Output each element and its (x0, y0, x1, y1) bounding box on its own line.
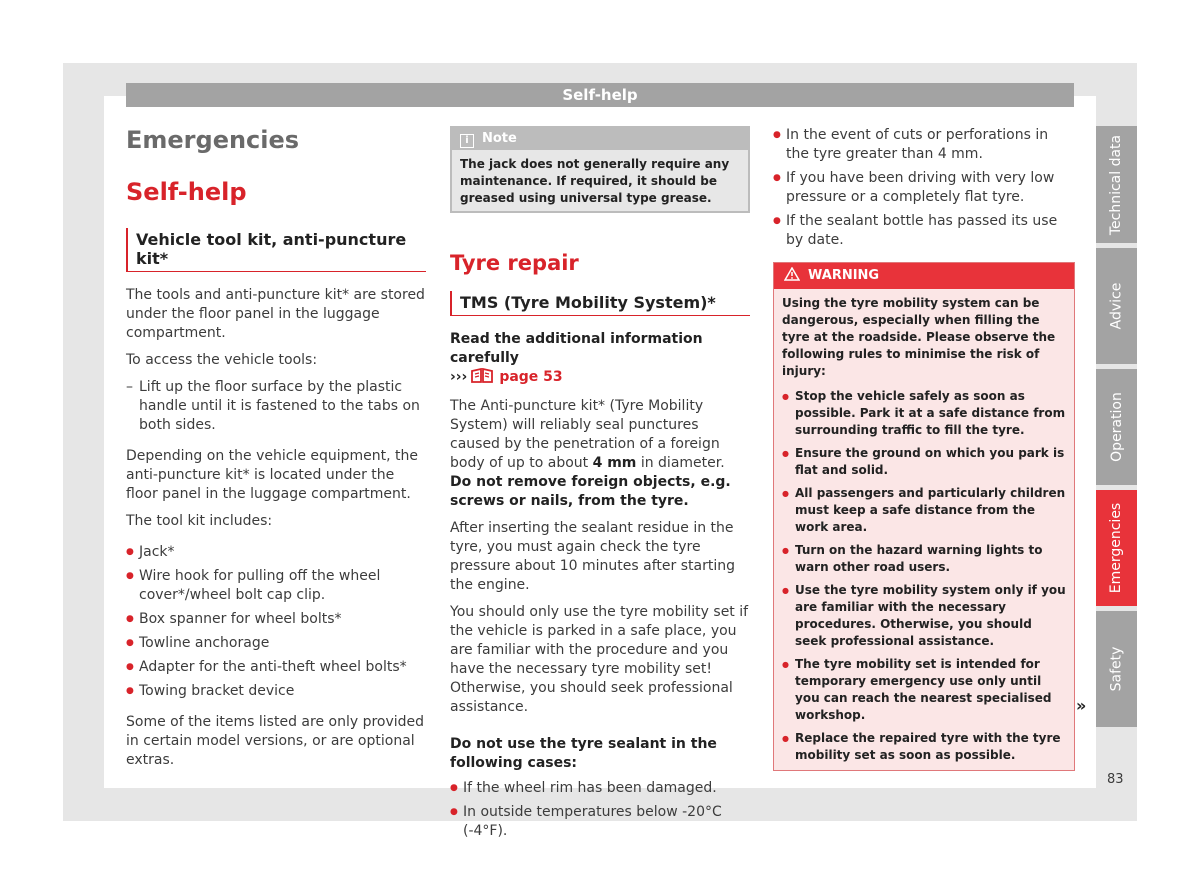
paragraph: The tools and anti-puncture kit* are stored under the floor panel in the luggage compartment. (126, 287, 425, 341)
text-run: The Anti-puncture kit* (Tyre Mobility System) will reliably seal punctures caused by the penetration of a foreign body of up to about (450, 398, 720, 471)
note-header (452, 128, 748, 150)
list-item: ● In the event of cuts or perforations in the tyre greater than 4 mm. (773, 126, 1075, 164)
list-item: ● Box spanner for wheel bolts* (126, 610, 426, 629)
paragraph: After inserting the sealant residue in the tyre, you must again check the tyre pressure about 10 minutes after starting the engine. (450, 520, 735, 593)
side-tab-label: Emergencies (1108, 502, 1125, 594)
side-tab-label: Safety (1108, 646, 1125, 692)
page-number: 83 (1107, 772, 1124, 787)
list-item: ● Adapter for the anti-theft wheel bolts* (126, 658, 426, 677)
paragraph: To access the vehicle tools: (126, 352, 318, 368)
warning-list (782, 388, 1066, 764)
warning-intro: Using the tyre mobility system can be dangerous, especially when filling the tyre at the roadside. Please observe the following rules to minimise the risk of injury: (782, 296, 1056, 378)
subsection-heading: Vehicle tool kit, anti-puncture kit* (126, 228, 426, 272)
column-middle (450, 126, 750, 849)
side-tab-label: Technical data (1108, 134, 1125, 235)
warning-body (774, 289, 1074, 770)
side-tab-advice[interactable] (1096, 248, 1137, 364)
warning-item: ● The tyre mobility set is intended for temporary emergency use only until you can reach the nearest specialised workshop. (782, 656, 1066, 724)
paragraph: Depending on the vehicle equipment, the anti-puncture kit* is located under the floor panel in the luggage compartment. (126, 448, 419, 502)
chapter-title: Emergencies (126, 126, 300, 154)
column-right (773, 126, 1075, 771)
ref-marker: ››› (450, 369, 468, 385)
read-more-text: Read the additional information carefully (450, 331, 703, 366)
paragraph: You should only use the tyre mobility set if the vehicle is parked in a safe place, you are familiar with the procedure and you have the necessary tyre mobility set! Otherwise, you should seek professional assistance. (450, 604, 749, 715)
list-item: ● If the sealant bottle has passed its use by date. (773, 212, 1075, 250)
side-tab-emergencies[interactable] (1096, 490, 1137, 606)
section-title: Self-help (126, 178, 247, 206)
note-text: The jack does not generally require any maintenance. If required, it should be greased using universal type grease. (460, 157, 730, 205)
side-tab-label: Advice (1108, 282, 1125, 330)
warning-item: ● Turn on the hazard warning lights to warn other road users. (782, 542, 1066, 576)
list-heading: Do not use the tyre sealant in the following cases: (450, 736, 717, 771)
warning-item: ● Replace the repaired tyre with the tyre mobility set as soon as possible. (782, 730, 1066, 764)
warning-item: ● Stop the vehicle safely as soon as possible. Park it at a safe distance from surrounding traffic to fill the tyre. (782, 388, 1066, 439)
cross-reference (450, 330, 750, 387)
column-left (126, 124, 426, 778)
text-run: in diameter. (636, 455, 725, 471)
warning-title: WARNING (808, 268, 880, 283)
text-run-bold: 4 mm (592, 455, 637, 471)
toolkit-list (126, 543, 426, 701)
paragraph: The tool kit includes: (126, 513, 273, 529)
info-icon: i (460, 134, 474, 148)
side-tab-safety[interactable] (1096, 611, 1137, 727)
section-title: Tyre repair (450, 251, 579, 275)
warning-item: ● All passengers and particularly children must keep a safe distance from the work area. (782, 485, 1066, 536)
instruction-step: – Lift up the floor surface by the plastic handle until it is fastened to the tabs on both sides. (126, 378, 426, 435)
paragraph (450, 397, 750, 511)
running-header: Self-help (126, 83, 1074, 107)
list-item: ● Jack* (126, 543, 426, 562)
book-icon (471, 368, 493, 383)
list-item: ● Towing bracket device (126, 682, 426, 701)
list-item: ● Towline anchorage (126, 634, 426, 653)
note-title: Note (482, 131, 517, 146)
warning-triangle-icon (784, 267, 800, 281)
list-item: ● Wire hook for pulling off the wheel cover*/wheel bolt cap clip. (126, 567, 426, 605)
warning-item: ● Ensure the ground on which you park is flat and solid. (782, 445, 1066, 479)
side-tab-operation[interactable] (1096, 369, 1137, 485)
warning-header (774, 263, 1074, 289)
warning-box (773, 262, 1075, 771)
text-run-bold: Do not remove foreign objects, e.g. screws or nails, from the tyre. (450, 474, 731, 509)
side-tab-label: Operation (1108, 392, 1125, 462)
list-item: ● In outside temperatures below -20°C (-4°F). (450, 803, 750, 841)
conditions-list (450, 779, 750, 841)
continued-marker: » (1076, 696, 1087, 715)
note-box (450, 126, 750, 213)
instruction-list (126, 378, 426, 435)
page-reference-link[interactable]: page 53 (499, 369, 563, 385)
subsection-heading: TMS (Tyre Mobility System)* (450, 291, 750, 316)
warning-item: ● Use the tyre mobility system only if you are familiar with the necessary procedures. Otherwise, you should seek professional assistance. (782, 582, 1066, 650)
conditions-list-continued (773, 126, 1075, 250)
list-item: ● If you have been driving with very low pressure or a completely flat tyre. (773, 169, 1075, 207)
paragraph: Some of the items listed are only provided in certain model versions, or are optional extras. (126, 714, 425, 768)
side-tab-technical-data[interactable] (1096, 126, 1137, 243)
list-item: ● If the wheel rim has been damaged. (450, 779, 750, 798)
